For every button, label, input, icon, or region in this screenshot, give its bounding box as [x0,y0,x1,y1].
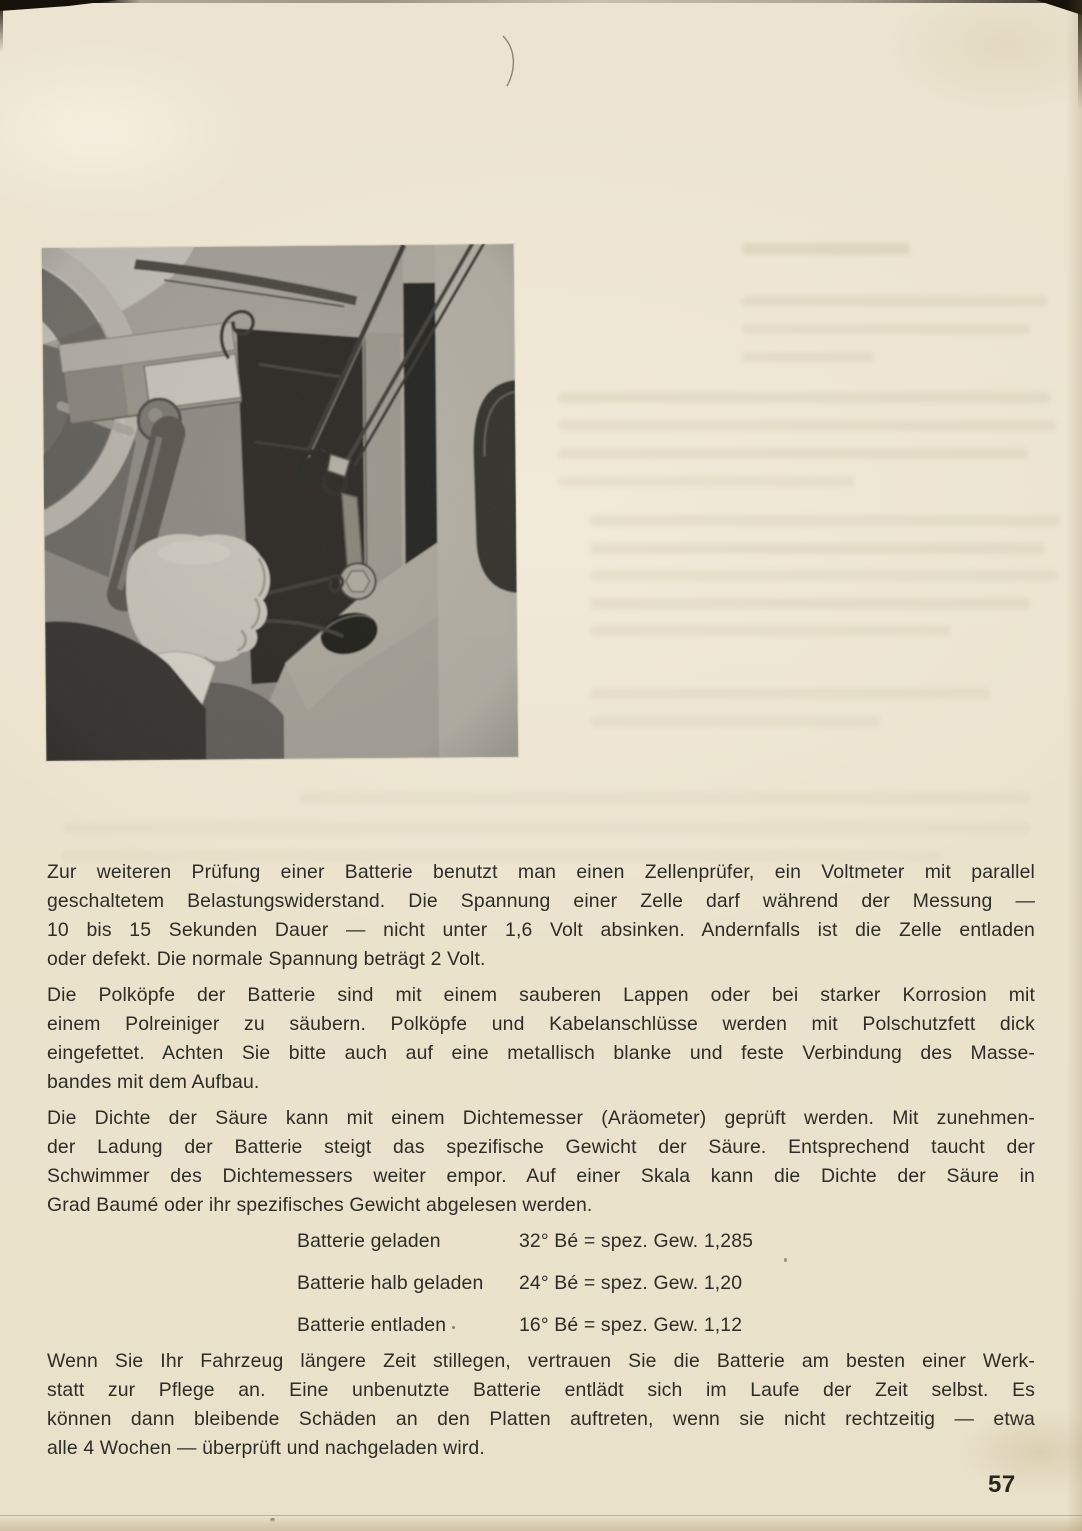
body-line: Grad Baumé oder ihr spezifisches Gewicht abgelesen werden. [47,1194,593,1216]
scan-artifact-right-edge [1078,0,1082,110]
body-line: bandes mit dem Aufbau. [47,1071,260,1093]
dashboard-photo [42,244,518,761]
body-line: statt zur Pflege an. Eine unbenutzte Batterie entlädt sich im Laufe der Zeit selbst. Es [47,1379,1035,1401]
body-line: Zur weiteren Prüfung einer Batterie benutzt man einen Zellenprüfer, ein Voltmeter mit parallel [47,861,1035,883]
body-line: Wenn Sie Ihr Fahrzeug längere Zeit stillegen, vertrauen Sie die Batterie am besten einer Werk- [47,1350,1035,1372]
table-row [297,1227,1035,1256]
body-line: geschaltetem Belastungswiderstand. Die Spannung einer Zelle darf während der Messung — [47,890,1035,912]
battery-state-label: Batterie entladen [297,1314,447,1336]
battery-state-label: Batterie halb geladen [297,1272,484,1294]
scan-artifact-speck [784,1258,787,1262]
scan-artifact-corner-top-left [0,0,118,11]
paragraph-terminals [47,981,1035,1097]
body-line: oder defekt. Die normale Spannung beträgt 2 Volt. [47,948,486,970]
battery-state-label: Batterie geladen [297,1230,441,1252]
table-row [297,1311,1035,1340]
scan-artifact-bottom-edge [0,1515,1082,1531]
body-line: können dann bleibende Schäden an den Platten auftreten, wenn sie nicht rechtzeitig — etwa [47,1408,1035,1430]
body-line: eingefettet. Achten Sie bitte auch auf eine metallisch blanke und feste Verbindung des Masse- [47,1042,1035,1064]
body-text [47,858,1035,1470]
body-line: alle 4 Wochen — überprüft und nachgeladen wird. [47,1437,485,1459]
scan-artifact-top-edge [0,0,1082,3]
paragraph-cell-tester [47,858,1035,974]
body-line: Die Polköpfe der Batterie sind mit einem sauberen Lappen oder bei starker Korrosion mit [47,984,1035,1006]
table-row [297,1269,1035,1298]
scan-artifact-scratch [494,34,522,88]
body-line: der Ladung der Batterie steigt das spezifische Gewicht der Säure. Entsprechend taucht der [47,1136,1035,1158]
scan-artifact-speck [452,1326,455,1329]
scan-artifact-left-edge [0,0,3,52]
battery-density-table [297,1227,1035,1340]
scan-artifact-corner-top-right [1036,0,1082,15]
body-line: 10 bis 15 Sekunden Dauer — nicht unter 1,6 Volt absinken. Andernfalls ist die Zelle entladen [47,919,1035,941]
body-line: Die Dichte der Säure kann mit einem Dichtemesser (Aräometer) geprüft werden. Mit zunehmen- [47,1107,1035,1129]
body-line: einem Polreiniger zu säubern. Polköpfe und Kabelanschlüsse werden mit Polschutzfett dick [47,1013,1035,1035]
paragraph-acid-density [47,1104,1035,1220]
density-value: 24° Bé = spez. Gew. 1,20 [519,1272,743,1294]
page-number: 57 [988,1471,1016,1498]
dashboard-photo-art [42,244,518,761]
density-value: 32° Bé = spez. Gew. 1,285 [519,1230,754,1252]
density-value: 16° Bé = spez. Gew. 1,12 [519,1314,743,1336]
body-line: Schwimmer des Dichtemessers weiter empor. Auf einer Skala kann die Dichte der Säure in [47,1165,1035,1187]
paragraph-storage [47,1347,1035,1463]
